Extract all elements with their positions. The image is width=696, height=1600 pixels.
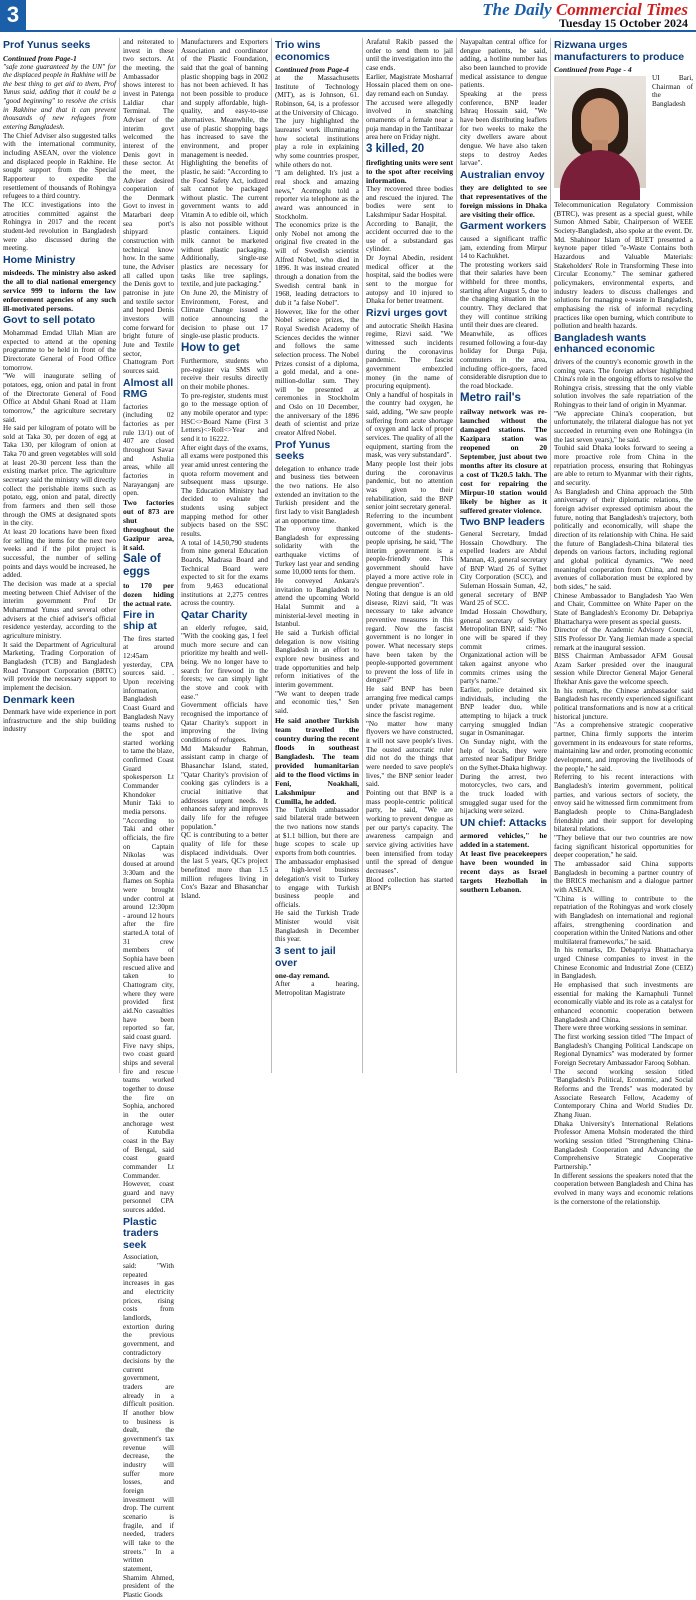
- paragraph: The decision was made at a special meeting between Chief Adviser of the interim government Prof Dr Muhammad Yunus and several other advisers at the chief adviser's official residence yesterday, according to the agriculture ministry.: [3, 579, 116, 640]
- paragraph: railway network was re-launched without the damaged stations. The Kazipara station was reopened on 20 September, just about two months after its closure at a cost of Tk20.5 lakh. The cost for repairing the Mirpur-10 station would likely be higher as it suffered greater violence.: [460, 406, 547, 515]
- headline-trio-wins-economics: Trio wins economics: [275, 39, 330, 63]
- paragraph: Highlighting the benefits of plastic, he said: "According to the Food Safety Act, iodized salt cannot be packaged without plastic. The current government wants to add Vitamin A to edible oil, which is also not possible without plastic containers. Liquid milk cannot be marketed without plastic packaging. Additionally, single-use plastics are necessary for tasks like tree saplings, textile, and jute packaging.": [181, 159, 268, 289]
- headline-qatar-charity: Qatar Charity: [181, 609, 248, 621]
- paragraph: "I am delighted. It's just a real shock and amazing news," Acemoglu told a reporter via telephone as the award was announced in Stockholm.: [275, 169, 359, 221]
- column-2: [119, 38, 174, 1599]
- paragraph: and reiterated to invest in these two sectors. At the meeting, the Ambassador shows interest to invest in Patenga Laldiar char Terminal. The Adviser of the interim govt welcomed the interest of the Denis govt in these sector. At the meet, the Adviser desired cooperation of the Denmark Govt to invest in Matarbari deep sea port's shipyard construction with technical know how. In the same tune, the Adviser all called upon the Denis govt to patronise in jute and textile sector and hoped Denis investors will come forward for bright future of Jute and Textile sector, Chattogram Port sources said.: [123, 38, 174, 375]
- paragraph: "We will inaugurate selling of potatoes, egg, onion and patal in front of the Directorate General of Food Office at Abdul Ghani Road at 11am tomorrow," the agriculture secretary said.: [3, 372, 116, 424]
- paragraph: "China is willing to contribute to the repatriation of the Rohingyas and work closely with Bangladesh on international and regional affairs, strengthening coordination and cooperation within the United Nations and other multilateral frameworks," he said.: [554, 894, 693, 946]
- headline-australian-envoy: Australian envoy: [460, 168, 545, 181]
- paragraph: He said a Turkish official delegation is now visiting Bangladesh in an effort to explore new business and trade opportunities and help reform initiatives of the interim government.: [275, 629, 359, 689]
- file-photo: [554, 76, 646, 199]
- paragraph: He conveyed Ankara's invitation to Bangladesh to attend the upcoming World Halal Summit and a ministerial-level meeting in Istanbul.: [275, 577, 359, 629]
- headline-un-chief-attacks: UN chief: Attacks: [460, 816, 547, 829]
- paragraph: The first working session titled "The Impact of Bangladesh's Changing Political Landscape on Regional Dynamics" was moderated by former Foreign Secretary Ambassador Farooq Sobhan.: [554, 1033, 693, 1067]
- paragraph: misdeeds. The ministry also asked the all to dial national emergency service 999 to inform the law enforcement agencies of any such ill-motivated persons.: [3, 268, 116, 314]
- paragraph: Furthermore, students who pre-register via SMS will receive their results directly on their mobile phones.: [181, 356, 268, 391]
- paragraph: Two factories out of 873 are shut throughout the Gazipur area, it said.: [123, 497, 174, 552]
- paragraph: The Chief Adviser also suggested talks with the international community, including ASEAN, over the violence and displaced people in Rakhine. He sought support from the Special Rapporteur to expedite the resettlement of thousands of Rohingya refugees to a third country.: [3, 131, 116, 201]
- paragraph: Touhid said Dhaka looks forward to seeing a more proactive role from China in the repatriation process, ensuring that Rohingyas are able to return to Myanmar with their rights, and security.: [554, 444, 693, 488]
- paragraph: At least 20 locations have been fixed for selling the items for the next two weeks and if the pilot project is successful, the number of selling points and days would be increased, he added.: [3, 528, 116, 580]
- paragraph: Pointing out that BNP is a mass people-centric political party, he said, "We are working to prevent dengue as per our party's capacity. The awareness campaign and service giving activities have been intensified from today until the spread of dengue decreases".: [366, 789, 453, 875]
- paragraph: "They believe that our two countries are now facing significant historical opportunities for deeper cooperation," he said.: [554, 833, 693, 860]
- paragraph: In different sessions the speakers noted that the cooperation between Bangladesh and China has evolved in many ways and economic relations is the cornerstone of the relationship.: [554, 1171, 693, 1206]
- paragraph: On June 20, the Ministry of Environment, Forest, and Climate Change issued a notice announcing the decision to phase out 17 single-use plastic products.: [181, 289, 268, 341]
- paragraph: According to Banajit, the accident occurred due to the use of a substandard gas cylinder.: [366, 219, 453, 254]
- paragraph: Many people lost their jobs during the coronavirus pandemic, but no attention was given to their rehabilitation, said the BNP senior joint secretary general.: [366, 460, 453, 512]
- paragraph: factories (including 02 factories as per rule 13/1) out of 407 are closed throughout Savar and Ashulia areas, while all factories in Narayanganj are open.: [123, 402, 174, 498]
- column-6: [456, 38, 547, 1073]
- paragraph: one-day remand.: [275, 971, 330, 981]
- paragraph: firefighting units were sent to the spot after receiving information.: [366, 157, 453, 185]
- paragraph: "As a comprehensive strategic cooperative partner, China firmly supports the interim government in its endeavours for state reforms, maintaining law and order, promoting economic development, and improving the livelihoods of the people," he said.: [554, 721, 693, 773]
- paragraph: Dr Joynal Abedin, resident medical officer at the hospital, said the bodies were sent to the morgue for autopsy and 10 injured to Dhaka for better treatment.: [366, 254, 453, 306]
- paragraph: The second working session titled "Bangladesh's Political, Economic, and Social Reforms and the Trends" was moderated by Associate Research Fellow, Academy of Contemporary China and World Studies Dr. Zhang Jiuan.: [554, 1067, 693, 1119]
- column-1: [3, 38, 116, 1073]
- paragraph: The economics prize is the only Nobel not among the original five created in the will of Swedish scientist Alfred Nobel, who died in 1896. It was instead created through a donation from the Swedish central bank in 1968, leading detractors to dub it "a false Nobel".: [275, 221, 359, 308]
- paragraph: There were three working sessions in seminar.: [554, 1024, 688, 1033]
- column-3: [177, 38, 268, 1073]
- headline-plastic-traders-seek: Plastic traders seek: [123, 1215, 159, 1251]
- paragraph: It said the Department of Agricultural Marketing, Trading Corporation of Bangladesh (TCB) and Bangladesh Road Transport Corporation (BRTC) will provide the necessary support to implement the decision.: [3, 640, 116, 692]
- paragraph: Imdad Hossain Chowdhury, general secretary of Sylhet Metropolitan BNP, said: "No one will be spared if they commit crimes. Organizational action will be taken against anyone who commits crimes using the party's name.": [460, 608, 547, 686]
- paragraph: After eight days of the exams, all exams were postponed this year amid unrest centering the quota reform movement and subsequent mass upsurge. The Education Ministry had decided to evaluate the students using subject mapping method for other subjects based on the SSC results.: [181, 443, 269, 539]
- column-4: [271, 38, 359, 1073]
- paragraph: The ICC investigations into the atrocities committed against the Rohingya in 2017 and the recent student-led revolution in Bangladesh were also discussed during the meeting.: [3, 201, 116, 253]
- paper-name-prefix: The Daily: [482, 0, 556, 19]
- paragraph: In his remark, the Chinese ambassador said Bangladesh has recently experienced significant political transformations and is now at a critical historical juncture.: [554, 686, 693, 721]
- paragraph: BISS Chairman Ambassador AFM Gousal Azam Sarker presided over the inaugural session while Director General Major General Iftekhar Anis gave the welcome speech.: [554, 652, 693, 687]
- headline-3-sent-to-jail: 3 sent to jail over: [275, 945, 336, 969]
- paragraph: The jury highlighted the laureates' work illuminating how societal institutions play a role in explaining why some countries prosper, while others do not.: [275, 117, 359, 169]
- portrait-photo: [554, 76, 646, 188]
- paragraph: "No matter how many flyovers we have constructed, it will not save people's lives. The ousted autocratic ruler did not do the things that were needed to save people's lives," the BNP senior leader said.: [366, 719, 453, 789]
- paragraph: He said BNP has been arranging free medical camps under private management since the fascist regime.: [366, 685, 453, 720]
- continued-note: Continued from Page-1: [3, 53, 77, 63]
- paragraph: Blood collection has started at BNP's: [366, 875, 453, 893]
- paragraph: He emphasised that such investments are essential for making the Karnaphuli Tunnel economically viable and its role as a catalyst for enhanced economic cooperation between Bangladesh and China.: [554, 981, 693, 1024]
- headline-prof-yunus-seeks: Prof Yunus seeks: [3, 39, 91, 51]
- paragraph: He said another Turkish team travelled the country during the recent floods in southeast Bangladesh. The team provided humanitarian aid to the flood victims in Feni, Noakhali, Lakshmipur and Cumilla, he added.: [275, 715, 359, 806]
- headline-home-ministry: Home Ministry: [3, 253, 76, 266]
- headline-sale-of-eggs: Sale of eggs: [123, 552, 161, 578]
- headline-rizwana-urges: Rizwana urges manufacturers to produce: [554, 39, 685, 63]
- continued-note: Continued from Page-4: [275, 65, 349, 74]
- paragraph: Five navy ships, two coast guard ships and several fire and rescue teams worked together to douse the fire on Sophia, anchored in the outer anchorage west of Kutubdia coast in the Bay of Bengal, said coast guard commander Lt Commander.: [123, 1041, 174, 1180]
- paragraph: Only a handful of hospitals in the country had oxygen, he said, adding, "We saw people suffering from acute shortage of oxygen and lack of proper services. The quality of all the equipment, starting from the mask, was very substandard".: [366, 390, 453, 460]
- paragraph: delegation to enhance trade and business ties between the two nations. He also extended an invitation to the Turkish president and the first lady to visit Bangladesh at an opportune time.: [275, 464, 359, 525]
- paragraph: to 170 per dozen hiding the actual rate.: [123, 580, 174, 608]
- paragraph: Referring to his recent interactions with Bangladesh's interim government, political parties, and various sectors of society, the envoy said he witnessed firm commitment from Bangladesh people to China-Bangladesh friendship and their support for developing bilateral relations.: [554, 773, 693, 834]
- paragraph: The protesting workers said that their salaries have been withheld for three months, starting after August 5, due to the changing situation in the country. They declared that they will continue striking until their dues are cleared.: [460, 260, 547, 330]
- paragraph: They recovered three bodies and rescued the injured. The bodies were sent to Lakshmipur Sadar Hospital.: [366, 184, 453, 219]
- paragraph: On Sunday night, with the help of locals, they were arrested near Sadipur Bridge on the Sylhet-Dhaka highway. During the arrest, two motorcycles, two cars, and the truck loaded with smuggled sugar used for the hijacking were seized.: [460, 737, 547, 816]
- paragraph: Referring to the incumbent government, which is the outcome of the students-people uprising, he said, "The interim government is a people-friendly one. This government should have played a more active role in dengue prevention".: [366, 512, 453, 590]
- paragraph: Nayapaltan central office for dengue patients, he said, adding, a hotline number has also been launched to provide medical assistance to dengue patients.: [460, 38, 547, 90]
- paragraph: He said per kilogram of potato will be sold at Taka 30, per dozen of egg at Taka 130, per kilogram of onion at Taka 70 and green vegetables will sold at least 20-30 percent less than the existing market price. The agriculture secretary said the ministry will directly collect the perishable items such as potato, egg, onion and patal, directly from farmers and then sell those through the OMS at designated spots in the city.: [3, 424, 116, 528]
- paragraph: Chinese Ambassador to Bangladesh Yao Wen and Chair, Committee on White Paper on the State of Bangladesh's Economy Dr. Debapriya Bhattacharya were present as special guests.: [554, 591, 693, 626]
- paper-date: Tuesday 15 October 2024: [558, 16, 688, 30]
- paragraph: Noting that dengue is an old disease, Rizvi said, "It was necessary to take advance preventive measures in this regard. Now the fascist government is no longer in power. What necessary steps have been taken by the people-supported government to prevent the loss of life in dengue?": [366, 589, 453, 685]
- headline-two-bnp-leaders: Two BNP leaders: [460, 515, 545, 528]
- paragraph: In his remarks, Dr. Debapriya Bhattacharya urged Chinese companies to invest in the Chinese Economic and Industrial Zone (CEIZ) in Bangladesh.: [554, 946, 693, 981]
- headline-3-killed-20: 3 killed, 20: [366, 142, 425, 155]
- paragraph: drivers of the country's economic growth in the coming years. The foreign adviser highlighted China's role in the ongoing efforts to resolve the Rohingya crisis, stressing that the only viable solution involves the safe repatriation of the Rohingyas to their land of origin in Myanmar.: [554, 357, 693, 410]
- headline-govt-to-sell-potato: Govt to sell potato: [3, 314, 96, 327]
- paragraph: Dhaka University's International Relations Professor Amena Mohsin moderated the third working session titled "Strengthening China-Bangladesh Cooperation and Advancing the Comprehensive Strategic Cooperative Partnership.": [554, 1119, 693, 1171]
- paragraph: The accused were allegedly involved in snatching ornaments of a female near a puja mandap in the Tantibazar area here on Friday night.: [366, 98, 453, 142]
- paper-name-accent: Commercial Times: [555, 0, 688, 19]
- paragraph: Mohammad Emdad Ullah Mian are expected to attend at the opening programme to be held in front of the Directorate General of Food Office tomorrow.: [3, 328, 116, 372]
- headline-prof-yunus-seeks-2: Prof Yunus seeks: [275, 438, 331, 463]
- headline-rizvi-urges-govt: Rizvi urges govt: [366, 307, 448, 320]
- paragraph: The Turkish ambassador said bilateral trade between the two nations now stands at $1.1 billion, but there are huge scopes to scale up exports from both countries.: [275, 805, 359, 857]
- headline-fire-in-ship: Fire in ship at: [123, 608, 157, 633]
- paragraph: they are delighted to see that representatives of the foreign missions in Dhaka are visiting their office.: [460, 183, 547, 220]
- paragraph: Association, said: "With repeated increases in gas and electricity prices, rising costs from landlords, extortion during the previous government, and contradictory decisions by the current government, traders are already in a difficult position. If another blow to business is dealt, the government's tax revenue will decrease, the industry will suffer more losses, and foreign investment will drop. The current scenario is fragile, and if needed, traders will take to the streets." In a written statement, Shamim Ahmed, president of the Plastic Goods: [123, 1253, 174, 1599]
- paragraph: UI Bari, Chairman of the Bangladesh Telecommunication Regulatory Commission (BTRC), was present as a special guest, while Sumon Ahmed Sabir, Chairperson of WEEE Society-Bangladesh, also spoke at the event. Dr. Md. Shahinoor Islam of BUET presented a keynote paper titled "e-Waste Contains both Hazardous and Valuable Materials: Stakeholders' Role in Transforming These into Circular Economy." The seminar gathered policymakers, environmental experts, and industry leaders to discuss challenges and solutions for managing e-waste in Bangladesh, emphasising the risk of informal recycling practices like open burning, which contribute to pollution and health hazards.: [554, 74, 693, 331]
- paragraph: an elderly refugee, said, "With the cooking gas, I feel much more secure and can prioritize my health and well-being. We no longer have to search for firewood in the forests; we can simply light the stove and cook with ease.": [181, 623, 268, 701]
- paragraph: "We want to deepen trade and economic ties," Sen said.: [275, 689, 359, 715]
- headline-denmark-keen: Denmark keen: [3, 693, 75, 706]
- paragraph: QC is contributing to a better quality of life for these displaced individuals. Over the last 5 years, QC's project benefitted more than 1.5 million refugees living in Cox's Bazar and Bhasanchar Island.: [181, 831, 268, 900]
- paragraph: Denmark have wide experience in port infrastructure and the ship building industry: [3, 708, 116, 734]
- paragraph: Md Maksudur Rahman, assistant camp in charge of Bhasanchar Island, stated, "Qatar Charity's provision of cooking gas cylinders is a crucial initiative that addresses urgent needs. It enhances safety and improves daily life for the refugee population.": [181, 744, 268, 831]
- paragraph: Meanwhile, as offices resumed following a four-day holiday for Durga Puja, commuters in the area, including office-goers, faced considerable disruption due to the road blockade.: [460, 330, 547, 390]
- paragraph: "We appreciate China's cooperation, but unfortunately, the trilateral dialogue has not yet succeeded in returning even one Rohingya (in the last seven years)," he said.: [554, 409, 693, 444]
- paragraph: and autocratic Sheikh Hasina regime, Rizvi said. "We witnessed such incidents during the coronavirus pandemic. The fascist government embezzled money (in the name of procuring equipment).: [366, 321, 453, 391]
- paragraph: armored vehicles," he added in a statement.: [460, 831, 547, 850]
- paragraph: However, coast guard and navy personnel CPA sources added.: [123, 1180, 174, 1215]
- paragraph: The ambassador said China supports Bangladesh in becoming a partner country of the BRICS mechanism and a dialogue partner with ASEAN.: [554, 859, 693, 894]
- paragraph: Government officials have recognised the importance of Qatar Charity's support in improving the living conditions of refugees.: [181, 701, 268, 745]
- paragraph: The envoy thanked Bangladesh for expressing solidarity with the earthquake victims of Turkey last year and sending some 10,000 tents for them.: [275, 525, 359, 577]
- column-5: [362, 38, 453, 1073]
- paragraph: Speaking at the press conference, BNP leader Ishraq Hossain said, "We have been distributing leaflets for two weeks to make the city dwellers aware about dengue. We have also taken steps to destroy Aedes larvae".: [460, 89, 547, 168]
- paragraph: Earlier, police detained six individuals, including the BNP leader duo, while attempting to hijack a truck carrying smuggled Indian sugar in Osmaninagar.: [460, 685, 547, 738]
- paragraph: At least five peacekeepers have been wounded in recent days as Israel targets Hezbollah in southern Lebanon.: [460, 849, 547, 895]
- paragraph: The ambassador emphasised a high-level business delegation's visit to Turkey to engage with Turkish business people and officials.: [275, 857, 359, 909]
- column-7: [550, 38, 693, 1206]
- paragraph: caused a significant traffic jam, extending from Mirpur 14 to Kachukhet.: [460, 234, 547, 261]
- paragraph: As Bangladesh and China approach the 50th anniversary of their diplomatic relations, the foreign adviser expressed optimism about the future, noting that Bangladesh's trajectory, both politically and economically, will shape the direction of its relationship with China. He said the future of Bangladesh-China bilateral ties depends on various factors, including regional and global political dynamics. "We need meaningful cooperation from China, and new avenues of collaboration must be explored by both sides," he said.: [554, 487, 693, 591]
- headline-garment-workers: Garment workers: [460, 220, 547, 233]
- headline-bangladesh-wants: Bangladesh wants enhanced economic: [554, 331, 655, 356]
- page-number: 3: [0, 0, 26, 30]
- paragraph: Director of the Academic Advisory Council, SIIS Professor Dr. Yang Jiemian made a special remark at the inaugural session.: [554, 626, 693, 652]
- headline-how-to-get: How to get: [181, 341, 240, 354]
- paragraph: Arafatul Rakib passed the order to send them to jail until the investigation into the case ends.: [366, 38, 453, 72]
- paragraph: The fires started at around 12:45am yesterday, CPA sources said. . Upon receiving information, Bangladesh Coast Guard and Bangladesh Navy teams rushed to the spot and started working to tame the blaze, confirmed Coast Guard spokesperson Lt Commander Khondoker Munir Taki to media persons.: [123, 634, 174, 816]
- paragraph: General Secretary, Imdad Hossain Chowdhury. The expelled leaders are Abdul Mannan, 43, general secretary of BNP Ward 26 of Sylhet City Corporation (SCC), and Suleman Hossain Suman, 42, general secretary of BNP Ward 25 of SCC.: [460, 530, 547, 608]
- paragraph: Manufacturers and Exporters Association and coordinator of the Plastic Foundation, said that the goal of banning plastic shopping bags in 2002 has not been achieved. It has not been possible to produce and supply affordable, high-quality, and easy-to-use alternatives. Meanwhile, the use of plastic shopping bags has increased to save the environment, and proper management is needed.: [181, 38, 268, 159]
- paragraph: "According to Taki and other officials, the fire on Captain Nikolas was doused at around 3:30am and the flames on Sophia were brought under control at around 12:30pm - around 12 hours after the fire started.A total of 31 crew members of Sophia have been rescued alive and taken to Chattogram city, where they were provided first aid.No casualties have been reported so far, said coast guard.: [123, 816, 174, 1041]
- continued-note: Continued from Page - 4: [554, 65, 632, 74]
- paragraph: To pre-register, students must go to the message option of any mobile operator and type: HSC<>Board Name (First 3 Letters)<>Roll<>Year and send it to 16222.: [181, 391, 268, 443]
- headline-almost-all-rmg: Almost all RMG: [123, 376, 174, 401]
- paragraph: However, like for the other Nobel science prizes, the Royal Swedish Academy of Sciences decides the winner and follows the same selection process. The Nobel Prizes consist of a diploma, a gold medal, and a one-million-dollar sum. They will be presented at ceremonies in Stockholm and Oslo on 10 December, the anniversary of the 1896 death of scientist and prize creator Alfred Nobel.: [275, 307, 359, 437]
- masthead: [0, 0, 696, 32]
- paragraph: "safe zone guaranteed by the UN" for the displaced people in Rakhine will be the best thing to get aid to them, Prof Yunus said, adding that it could be a "good beginning" to resolve the crisis in Rakhine and that it can prevent thousands of new refugees from entering Bangladesh.: [3, 62, 116, 132]
- paragraph: A total of 14,50,790 students from nine general Education Boards, Madrasa Board and Technical Board were expected to sit for the exams from 9,463 educational institutions at 2,275 centres across the country.: [181, 538, 268, 608]
- paragraph: at the Massachusetts Institute of Technology (MIT), as is Johnson, 61. Robinson, 64, is a professor at the University of Chicago.: [275, 74, 359, 117]
- paragraph: Earlier, Magistrate Mosharraf Hossain placed them on one-day remand each on Sunday.: [366, 72, 453, 98]
- paragraph: He said the Turkish Trade Minister would visit Bangladesh in December this year.: [275, 909, 359, 944]
- paragraph: After a hearing, Metropolitan Magistrate: [275, 980, 359, 997]
- headline-metro-rails: Metro rail's: [460, 391, 521, 404]
